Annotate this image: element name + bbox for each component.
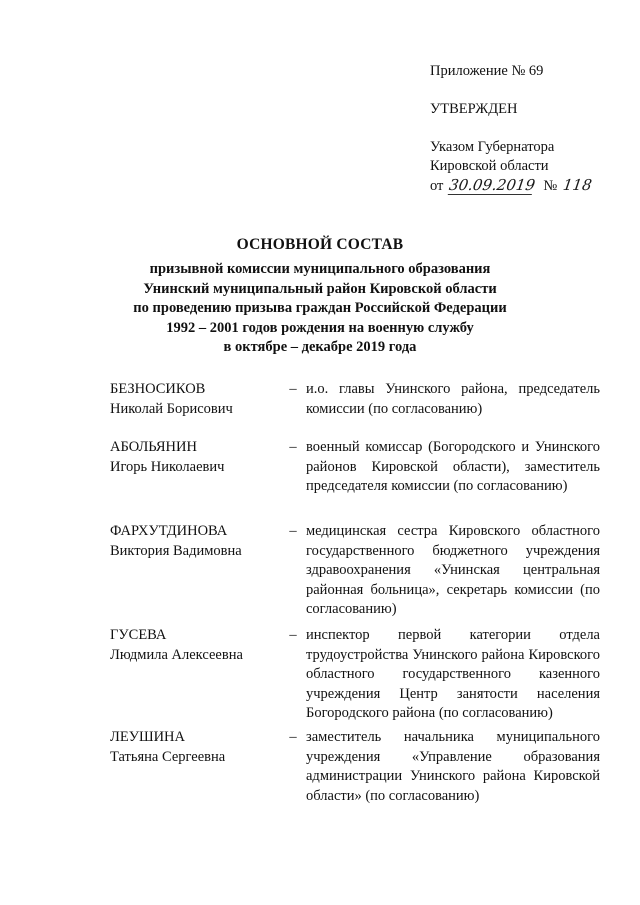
- member-item: [110, 522, 600, 620]
- from-label: от: [430, 178, 444, 194]
- member-dash: –: [289, 381, 297, 397]
- member-given-name: Николай Борисович: [110, 400, 233, 417]
- member-surname: ГУСЕВА: [110, 627, 167, 643]
- member-given-name: Игорь Николаевич: [110, 458, 225, 475]
- member-name: [110, 728, 280, 806]
- title-main: ОСНОВНОЙ СОСТАВ: [236, 236, 404, 253]
- member-role: военный комиссар (Богородского и Унинского районов Кировской области), заместитель председателя комиссии (по согласованию): [306, 439, 600, 494]
- member-role: медицинская сестра Кировского областного государственного бюджетного учреждения здравоохранения «Унинская центральная районная больница», секретарь комиссии (по согласованию): [306, 523, 600, 617]
- title-line-5: в октябре – декабре 2019 года: [223, 339, 417, 355]
- number-label: №: [543, 178, 558, 194]
- member-given-name: Татьяна Сергеевна: [110, 748, 226, 765]
- document-title: [0, 235, 640, 358]
- handwritten-number: 118: [562, 176, 594, 194]
- decree-line-1: Указом Губернатора: [430, 139, 555, 155]
- member-given-name: Виктория Вадимовна: [110, 542, 242, 559]
- member-dash: –: [289, 729, 297, 745]
- handwritten-date: 30.09.2019: [448, 176, 537, 194]
- title-line-4: 1992 – 2001 годов рождения на военную службу: [166, 319, 474, 336]
- member-name: [110, 626, 280, 724]
- member-role: инспектор первой категории отдела трудоустройства Унинского района Кировского областного государственного казенного учреждения Центр занятости населения Богородского района (по согласованию): [306, 627, 600, 721]
- approval-block: [430, 62, 630, 196]
- member-name: [110, 438, 280, 497]
- member-item: [110, 626, 600, 724]
- member-surname: БЕЗНОСИКОВ: [110, 381, 206, 397]
- member-surname: ЛЕУШИНА: [110, 729, 185, 745]
- member-item: [110, 728, 600, 806]
- member-dash: –: [289, 439, 297, 455]
- member-role: заместитель начальника муниципального учреждения «Управление образования администрации Унинского района Кировской области» (по согласованию): [306, 729, 600, 804]
- member-role: и.о. главы Унинского района, председатель комиссии (по согласованию): [306, 381, 600, 417]
- member-item: [110, 380, 600, 419]
- member-name: [110, 522, 280, 620]
- member-surname: ФАРХУТДИНОВА: [110, 523, 228, 539]
- title-line-3: по проведению призыва граждан Российской Федерации: [133, 300, 507, 316]
- title-line-2: Унинский муниципальный район Кировской области: [143, 280, 497, 297]
- decree-line-2: Кировской области: [430, 158, 549, 174]
- member-item: [110, 438, 600, 497]
- member-dash: –: [289, 523, 297, 539]
- member-surname: АБОЛЬЯНИН: [110, 439, 197, 455]
- title-line-1: призывной комиссии муниципального образования: [149, 261, 491, 277]
- member-given-name: Людмила Алексеевна: [110, 646, 243, 663]
- member-name: [110, 380, 280, 419]
- decree-date-number-line: [430, 176, 630, 196]
- approved-label: УТВЕРЖДЕН: [430, 101, 518, 117]
- appendix-number: Приложение № 69: [430, 63, 544, 79]
- member-dash: –: [289, 627, 297, 643]
